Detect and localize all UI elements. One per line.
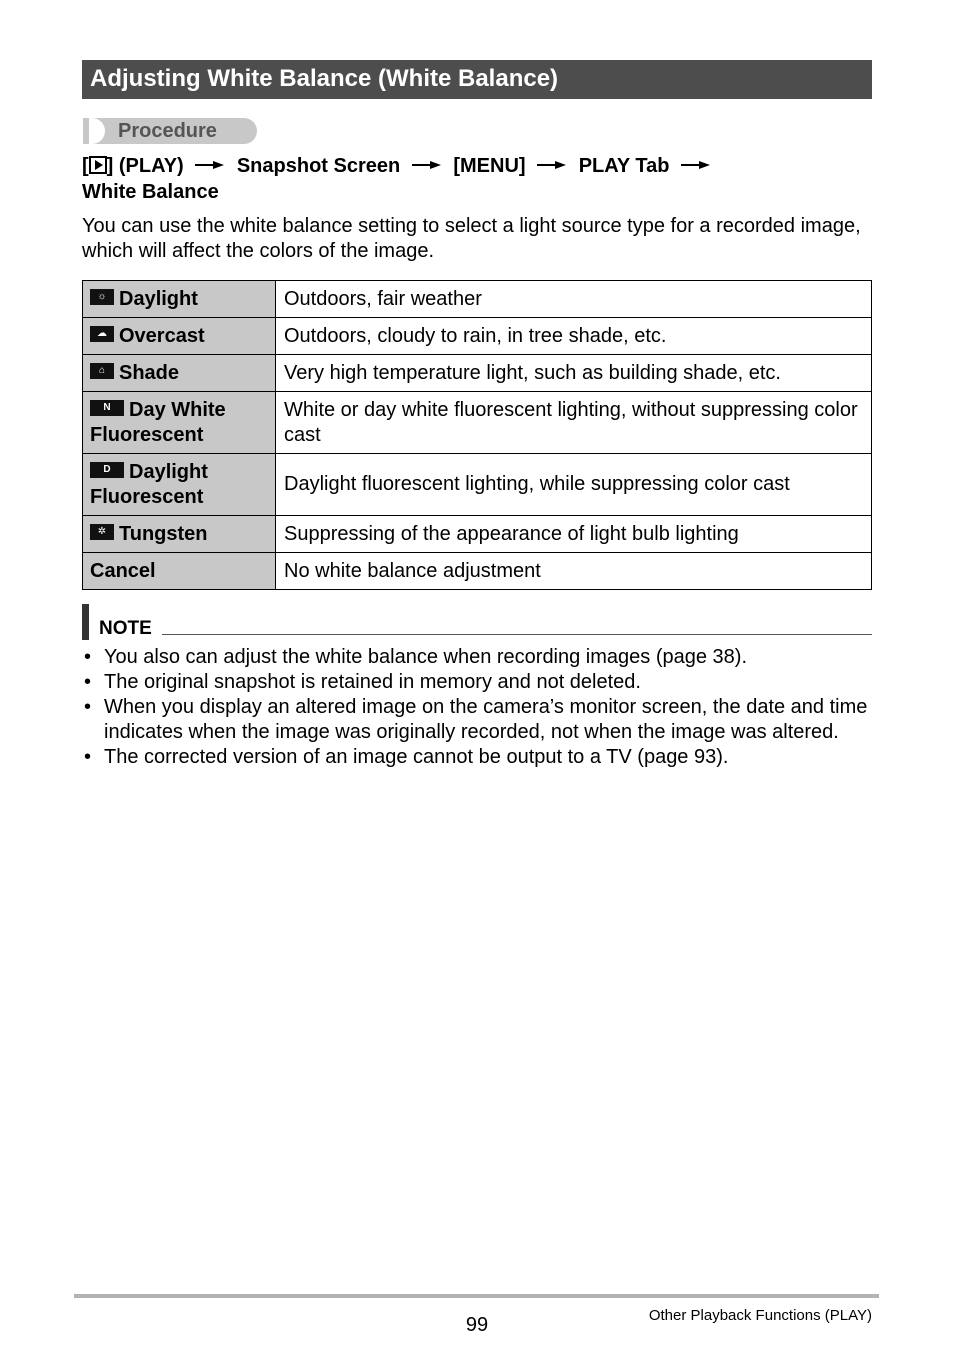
icon-letter: D	[103, 464, 111, 476]
tungsten-icon: ✲	[90, 524, 114, 540]
setting-desc-cell: White or day white fluorescent lighting, without suppressing color cast	[276, 392, 872, 454]
note-rule	[162, 634, 872, 635]
play-icon	[89, 156, 107, 174]
setting-label: Overcast	[119, 324, 205, 347]
setting-desc-cell: Very high temperature light, such as building shade, etc.	[276, 355, 872, 392]
list-item	[82, 670, 872, 695]
setting-name-cell	[83, 355, 276, 392]
setting-name-cell	[83, 454, 276, 516]
setting-desc-cell: Suppressing of the appearance of light bulb lighting	[276, 516, 872, 553]
white-balance-table	[82, 280, 872, 590]
note-item-text: The corrected version of an image cannot be output to a TV (page 93).	[104, 746, 729, 768]
setting-label: Shade	[119, 361, 180, 384]
day-white-fluorescent-icon	[90, 400, 124, 416]
setting-name-cell	[83, 516, 276, 553]
arrow-right-icon	[412, 160, 442, 170]
setting-desc-cell: No white balance adjustment	[276, 553, 872, 590]
menu-path	[82, 153, 872, 205]
list-item	[82, 695, 872, 745]
note-list	[82, 645, 872, 770]
note-item-text: When you display an altered image on the camera’s monitor screen, the date and time indicates when the image was originally recorded, not when the image was altered.	[104, 696, 868, 743]
footer-rule	[74, 1294, 879, 1298]
setting-label: Cancel	[90, 559, 156, 582]
section-heading: Adjusting White Balance (White Balance)	[82, 60, 872, 99]
setting-desc-cell: Outdoors, cloudy to rain, in tree shade, etc.	[276, 318, 872, 355]
procedure-label: Procedure	[118, 120, 217, 142]
setting-label: Tungsten	[119, 522, 208, 545]
bullet: •	[84, 746, 92, 768]
path-play: ] (PLAY)	[106, 155, 184, 177]
setting-desc-cell: Daylight fluorescent lighting, while suppressing color cast	[276, 454, 872, 516]
table-row	[83, 281, 872, 318]
page-number: 99	[465, 1314, 489, 1336]
path-bracket: [	[82, 155, 89, 177]
daylight-icon: ☼	[90, 289, 114, 305]
path-step-menu: [MENU]	[453, 155, 526, 177]
list-item	[82, 745, 872, 770]
intro-paragraph: You can use the white balance setting to select a light source type for a recorded image, which will affect the colors of the image.	[82, 215, 861, 262]
footer-section-title: Other Playback Functions (PLAY)	[648, 1307, 872, 1324]
setting-name-cell	[83, 318, 276, 355]
table-row	[83, 392, 872, 454]
table-row	[83, 454, 872, 516]
table-row	[83, 553, 872, 590]
setting-name-cell	[83, 281, 276, 318]
setting-desc-cell: Outdoors, fair weather	[276, 281, 872, 318]
path-step-play-tab: PLAY Tab	[578, 155, 670, 177]
setting-label: Day White	[129, 398, 226, 421]
overcast-icon: ☁	[90, 326, 114, 342]
bullet: •	[84, 671, 92, 693]
note-item-text: You also can adjust the white balance when recording images (page 38).	[104, 646, 748, 668]
setting-label: Daylight	[119, 287, 198, 310]
table-row	[83, 355, 872, 392]
table-row	[83, 318, 872, 355]
icon-letter: N	[103, 402, 111, 414]
arrow-right-icon	[537, 160, 567, 170]
note-title: NOTE	[99, 618, 152, 639]
procedure-badge	[83, 118, 257, 144]
arrow-right-icon	[681, 160, 711, 170]
path-step-snapshot: Snapshot Screen	[236, 155, 401, 177]
table-row	[83, 516, 872, 553]
shade-icon: ⌂	[90, 363, 114, 379]
note-header	[82, 604, 872, 640]
bullet: •	[84, 696, 92, 718]
setting-name-cell	[83, 553, 276, 590]
setting-label-line2: Fluorescent	[90, 485, 204, 508]
bullet: •	[84, 646, 92, 668]
setting-label-line2: Fluorescent	[90, 423, 204, 446]
arrow-right-icon	[195, 160, 225, 170]
setting-name-cell	[83, 392, 276, 454]
setting-label: Daylight	[129, 460, 208, 483]
daylight-fluorescent-icon	[90, 462, 124, 478]
note-item-text: The original snapshot is retained in memory and not deleted.	[104, 671, 641, 693]
path-step-white-balance: White Balance	[82, 181, 219, 203]
note-bar	[82, 604, 89, 640]
list-item	[82, 645, 872, 670]
